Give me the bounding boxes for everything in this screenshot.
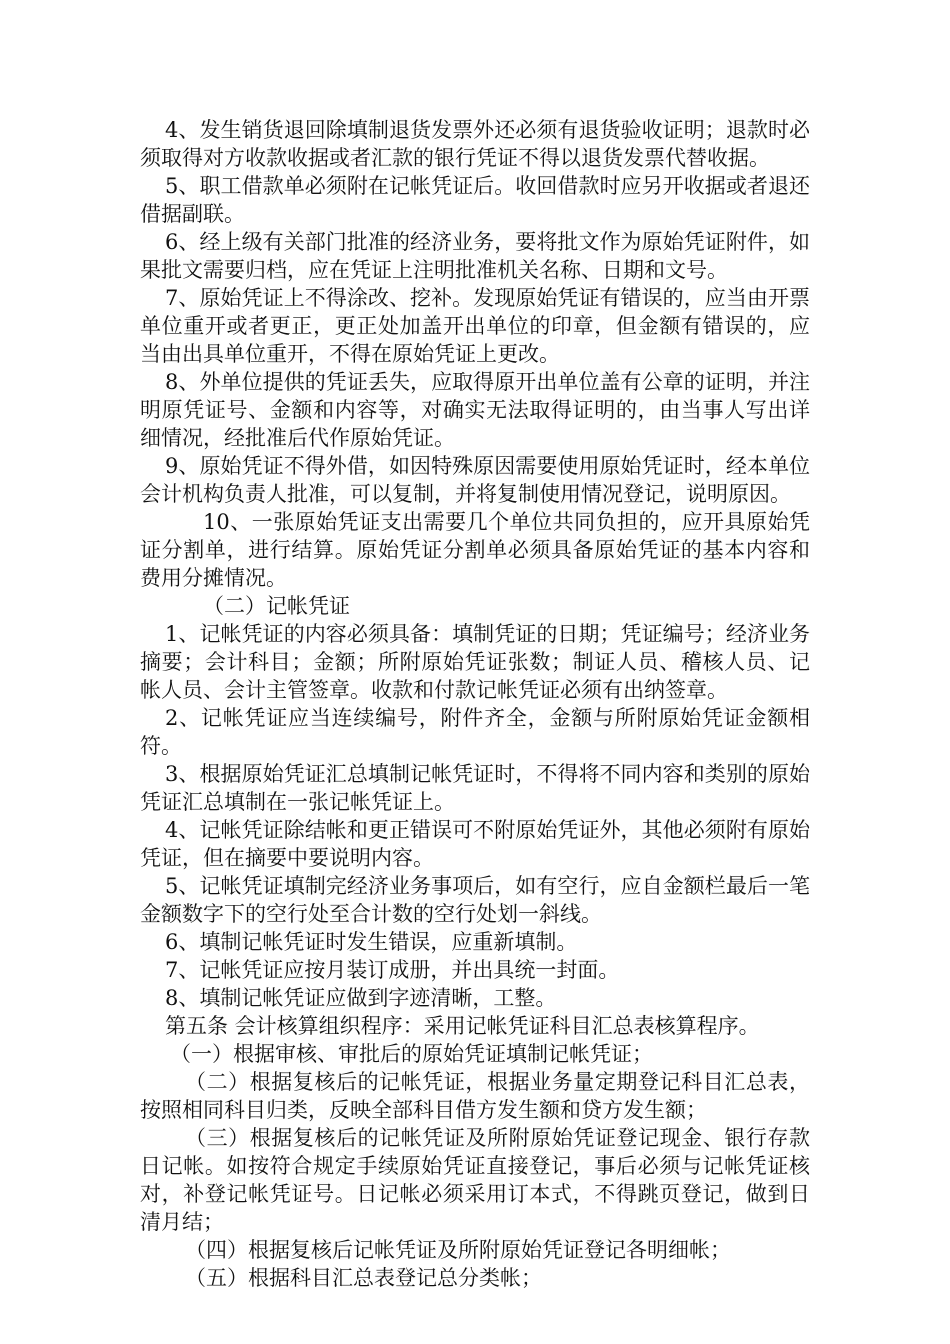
paragraph-voucher-item-2: 2、记帐凭证应当连续编号，附件齐全，金额与所附原始凭证金额相符。 <box>140 706 810 758</box>
paragraph-voucher-item-1: 1、记帐凭证的内容必须具备：填制凭证的日期；凭证编号；经济业务摘要；会计科目；金额；所附原始凭证张数；制证人员、稽核人员、记帐人员、会计主管签章。收款和付款记帐凭证必须有出纳签章。 <box>140 622 810 702</box>
paragraph-item-8-lost-voucher: 8、外单位提供的凭证丢失，应取得原开出单位盖有公章的证明，并注明原凭证号、金额和内容等，对确实无法取得证明的，由当事人写出详细情况，经批准后代作原始凭证。 <box>140 370 810 450</box>
procedure-step-1: （一）根据审核、审批后的原始凭证填制记帐凭证； <box>170 1042 653 1066</box>
paragraph-item-10-split-voucher: 10、一张原始凭证支出需要几个单位共同负担的，应开具原始凭证分割单，进行结算。原始凭证分割单必须具备原始凭证的基本内容和费用分摊情况。 <box>140 510 810 590</box>
paragraph-voucher-item-5: 5、记帐凭证填制完经济业务事项后，如有空行，应自金额栏最后一笔金额数字下的空行处至合计数的空行处划一斜线。 <box>140 874 810 926</box>
paragraph-voucher-item-8: 8、填制记帐凭证应做到字迹清晰，工整。 <box>165 986 557 1010</box>
paragraph-voucher-item-7: 7、记帐凭证应按月装订成册，并出具统一封面。 <box>165 958 620 982</box>
paragraph-voucher-item-3: 3、根据原始凭证汇总填制记帐凭证时，不得将不同内容和类别的原始凭证汇总填制在一张记帐凭证上。 <box>140 762 810 814</box>
paragraph-item-9-no-lending: 9、原始凭证不得外借，如因特殊原因需要使用原始凭证时，经本单位会计机构负责人批准，可以复制，并将复制使用情况登记，说明原因。 <box>140 454 810 506</box>
procedure-step-5: （五）根据科目汇总表登记总分类帐； <box>185 1266 542 1290</box>
procedure-step-4: （四）根据复核后记帐凭证及所附原始凭证登记各明细帐； <box>185 1238 731 1262</box>
paragraph-item-7-no-alteration: 7、原始凭证上不得涂改、挖补。发现原始凭证有错误的，应当由开票单位重开或者更正，更正处加盖开出单位的印章，但金额有错误的，应当由出具单位重开，不得在原始凭证上更改。 <box>140 286 810 366</box>
paragraph-voucher-item-6: 6、填制记帐凭证时发生错误，应重新填制。 <box>165 930 578 954</box>
paragraph-item-5-employee-loan: 5、职工借款单必须附在记帐凭证后。收回借款时应另开收据或者退还借据副联。 <box>140 174 810 226</box>
document-body <box>140 116 810 1292</box>
paragraph-item-4-sales-return: 4、发生销货退回除填制退货发票外还必须有退货验收证明；退款时必须取得对方收款收据或者汇款的银行凭证不得以退货发票代替收据。 <box>140 118 810 170</box>
section-heading-bookkeeping-voucher: （二）记帐凭证 <box>203 594 350 618</box>
article-five-heading: 第五条 会计核算组织程序：采用记帐凭证科目汇总表核算程序。 <box>165 1014 760 1038</box>
paragraph-voucher-item-4: 4、记帐凭证除结帐和更正错误可不附原始凭证外，其他必须附有原始凭证，但在摘要中要说明内容。 <box>140 818 810 870</box>
procedure-step-2: （二）根据复核后的记帐凭证，根据业务量定期登记科目汇总表，按照相同科目归类，反映全部科目借方发生额和贷方发生额； <box>140 1070 810 1122</box>
paragraph-item-6-approval-document: 6、经上级有关部门批准的经济业务，要将批文作为原始凭证附件，如果批文需要归档，应在凭证上注明批准机关名称、日期和文号。 <box>140 230 810 282</box>
procedure-step-3: （三）根据复核后的记帐凭证及所附原始凭证登记现金、银行存款日记帐。如按符合规定手续原始凭证直接登记，事后必须与记帐凭证核对，补登记帐凭证号。日记帐必须采用订本式，不得跳页登记，做到日清月结； <box>140 1126 810 1234</box>
